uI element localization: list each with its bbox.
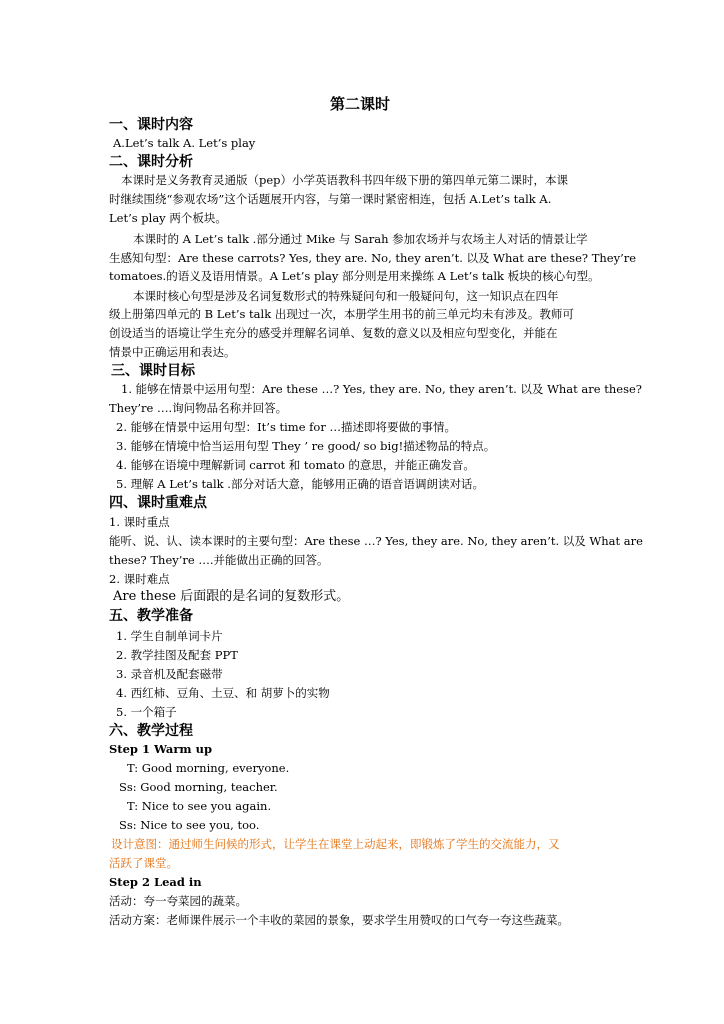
prep-item: 3. 录音机及配套磁带 xyxy=(116,667,223,681)
goal-item-continued: They’re ….询问物品名称并回答。 xyxy=(109,401,288,415)
dialogue-line: T: Good morning, everyone. xyxy=(127,761,290,775)
prep-item: 2. 教学挂图及配套 PPT xyxy=(116,648,238,662)
step-heading: Step 1 Warm up xyxy=(109,742,212,756)
difficulty-label: 2. 课时难点 xyxy=(109,572,170,586)
dialogue-line: T: Nice to see you again. xyxy=(127,799,272,813)
goal-item: 2. 能够在情景中运用句型：It’s time for …描述即将要做的事情。 xyxy=(116,420,456,434)
paragraph-line: tomatoes.的语义及语用情景。A Let’s play 部分则是用来操练 A Let’s talk 板块的核心句型。 xyxy=(109,269,600,283)
paragraph-line: Let’s play 两个板块。 xyxy=(109,211,227,225)
step-heading: Step 2 Lead in xyxy=(109,875,202,889)
design-intent-text: 设计意图：通过师生问候的形式，让学生在课堂上动起来，即锻炼了学生的交流能力，又 xyxy=(111,837,560,851)
key-point-label: 1. 课时重点 xyxy=(109,515,170,529)
paragraph-line: 本课时核心句型是涉及名词复数形式的特殊疑问句和一般疑问句，这一知识点在四年 xyxy=(133,289,559,303)
prep-item: 4. 西红柿、豆角、土豆、和 胡萝卜的实物 xyxy=(116,686,330,700)
dialogue-line: Ss: Good morning, teacher. xyxy=(119,780,278,794)
page-title: 第二课时 xyxy=(330,95,391,113)
goal-item: 3. 能够在情境中恰当运用句型 They ’ re good/ so big!描述物品的特点。 xyxy=(116,439,496,453)
prep-item: 5. 一个箱子 xyxy=(116,705,177,719)
key-point-text: 能听、说、认、读本课时的主要句型：Are these …? Yes, they are. No, they aren’t. 以及 What are xyxy=(109,534,643,548)
paragraph-line: 本课时是义务教育灵通版（pep）小学英语教科书四年级下册的第四单元第二课时，本课 xyxy=(121,173,569,187)
key-point-text-continued: these? They’re ….并能做出正确的回答。 xyxy=(109,553,329,567)
section-heading-goals: 三、课时目标 xyxy=(111,363,195,379)
dialogue-line: Ss: Nice to see you, too. xyxy=(119,818,260,832)
activity-plan-text: 活动方案：老师课件展示一个丰收的菜园的景象，要求学生用赞叹的口气夸一夸这些蔬菜。 xyxy=(109,913,569,927)
paragraph-line: 创设适当的语境让学生充分的感受并理解名词单、复数的意义以及相应句型变化，并能在 xyxy=(109,326,558,340)
goal-item: 1. 能够在情景中运用句型：Are these …? Yes, they are. No, they aren’t. 以及 What are these? xyxy=(121,382,642,396)
paragraph-line: 时继续围绕“参观农场”这个话题展开内容，与第一课时紧密相连，包括 A.Let’s talk A. xyxy=(109,192,552,206)
section-heading-analysis: 二、课时分析 xyxy=(109,154,193,170)
goal-item: 4. 能够在语境中理解新词 carrot 和 tomato 的意思，并能正确发音。 xyxy=(116,458,475,472)
design-intent-text-continued: 活跃了课堂。 xyxy=(109,856,178,870)
section-heading-content: 一、课时内容 xyxy=(109,117,193,133)
paragraph-line: 本课时的 A Let’s talk .部分通过 Mike 与 Sarah 参加农场并与农场主人对话的情景让学 xyxy=(133,232,588,246)
paragraph-line: 生感知句型：Are these carrots? Yes, they are. No, they aren’t. 以及 What are these? They’re xyxy=(109,251,637,265)
section-heading-preparation: 五、教学准备 xyxy=(109,608,193,624)
difficulty-text: Are these 后面跟的是名词的复数形式。 xyxy=(113,589,350,604)
section-heading-process: 六、教学过程 xyxy=(109,723,193,739)
paragraph-line: 级上册第四单元的 B Let’s talk 出现过一次，本册学生用书的前三单元均未有涉及。教师可 xyxy=(109,307,574,321)
goal-item: 5. 理解 A Let’s talk .部分对话大意，能够用正确的语音语调朗读对话。 xyxy=(116,477,484,491)
prep-item: 1. 学生自制单词卡片 xyxy=(116,629,223,643)
activity-text: 活动：夸一夸菜园的蔬菜。 xyxy=(109,894,247,908)
section-heading-key-points: 四、课时重难点 xyxy=(109,495,207,511)
paragraph-line: 情景中正确运用和表达。 xyxy=(109,345,236,359)
lesson-content-text: A.Let’s talk A. Let’s play xyxy=(113,136,256,150)
